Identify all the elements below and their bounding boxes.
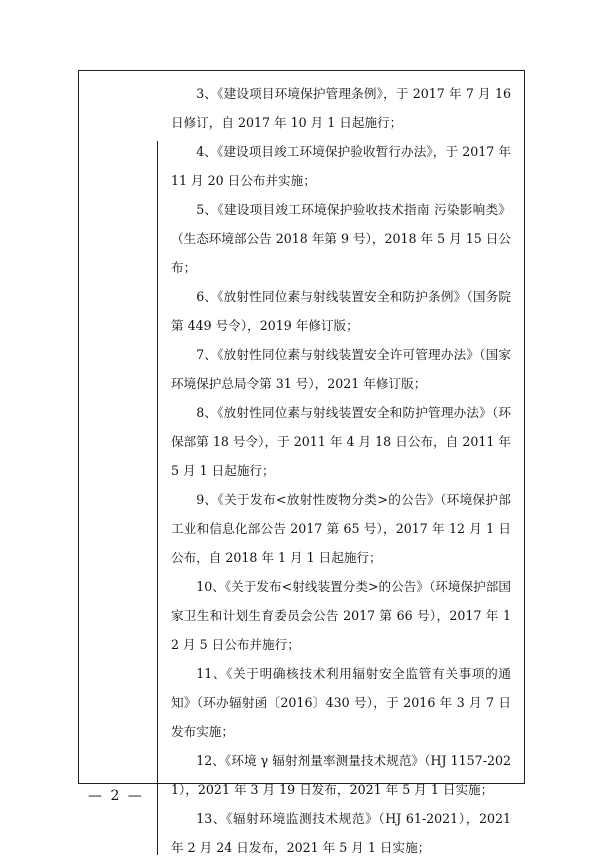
regulation-item-8: 8、《放射性同位素与射线装置安全和防护管理办法》（环保部第 18 号令），于 2011 年 4 月 18 日公布，自 2011 年 5 月 1 日起施行；	[171, 405, 511, 478]
regulation-item-6: 6、《放射性同位素与射线装置安全和防护条例》（国务院第 449 号令），2019 年修订版；	[171, 289, 511, 333]
regulation-item-13: 13、《辐射环境监测技术规范》（HJ 61-2021），2021 年 2 月 24 日发布，2021 年 5 月 1 日实施；	[171, 811, 511, 855]
table-content-cell	[171, 79, 511, 862]
regulation-item-11: 11、《关于明确核技术利用辐射安全监管有关事项的通知》（环办辐射函〔2016〕430 号），于 2016 年 3 月 7 日发布实施；	[171, 666, 511, 739]
page-number: — 2 —	[88, 788, 144, 804]
regulation-item-7: 7、《放射性同位素与射线装置安全许可管理办法》（国家环境保护总局令第 31 号），2021 年修订版；	[171, 347, 511, 391]
document-table	[78, 70, 525, 855]
regulation-item-10: 10、《关于发布<射线装置分类>的公告》（环境保护部国家卫生和计划生育委员会公告 2017 第 66 号），2017 年 12 月 5 日公布并施行；	[171, 579, 511, 652]
table-label-cell	[79, 71, 157, 783]
table-column-divider	[157, 141, 158, 855]
regulation-item-12: 12、《环境 γ 辐射剂量率测量技术规范》（HJ 1157-2021），2021 年 3 月 19 日发布，2021 年 5 月 1 日实施；	[171, 753, 511, 797]
regulation-item-5: 5、《建设项目竣工环境保护验收技术指南 污染影响类》（生态环境部公告 2018 年第 9 号），2018 年 5 月 15 日公布；	[171, 202, 511, 275]
regulation-item-9: 9、《关于发布<放射性废物分类>的公告》（环境保护部工业和信息化部公告 2017 第 65 号），2017 年 12 月 1 日公布，自 2018 年 1 月 1 日起施行；	[171, 492, 511, 565]
regulation-item-3: 3、《建设项目环境保护管理条例》，于 2017 年 7 月 16 日修订，自 2017 年 10 月 1 日起施行；	[171, 86, 511, 130]
regulation-item-4: 4、《建设项目竣工环境保护验收暂行办法》，于 2017 年 11 月 20 日公布并实施；	[171, 144, 511, 188]
